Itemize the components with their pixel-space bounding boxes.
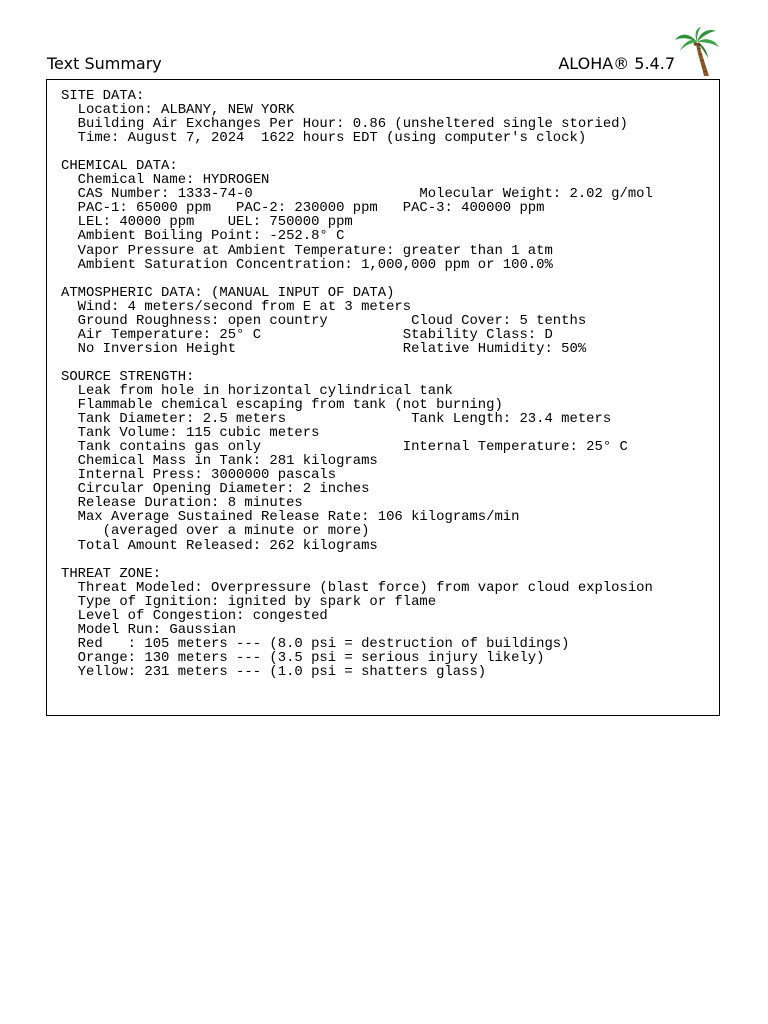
report-line: Ambient Saturation Concentration: 1,000,000 ppm or 100.0% — [61, 256, 553, 273]
text-summary-box — [46, 79, 720, 716]
report-text — [61, 89, 653, 679]
report-line: Chemical Mass in Tank: 281 kilograms — [61, 453, 378, 470]
report-line: Wind: 4 meters/second from E at 3 meters — [61, 298, 412, 315]
report-line: Air Temperature: 25° C Stability Class: D — [61, 326, 553, 343]
report-line: Release Duration: 8 minutes — [61, 495, 303, 512]
report-line: Location: ALBANY, NEW YORK — [61, 102, 295, 119]
report-line: LEL: 40000 ppm UEL: 750000 ppm — [61, 214, 353, 231]
report-line: Red : 105 meters --- (8.0 psi = destruction of buildings) — [61, 635, 570, 652]
report-line: SITE DATA: — [61, 88, 145, 104]
report-line: THREAT ZONE: — [61, 565, 162, 582]
report-line: Threat Modeled: Overpressure (blast force) from vapor cloud explosion — [61, 579, 653, 596]
report-line: Model Run: Gaussian — [61, 621, 237, 638]
report-line: Level of Congestion: congested — [61, 607, 328, 624]
report-line: Time: August 7, 2024 1622 hours EDT (using computer's clock) — [61, 130, 587, 147]
report-line: Vapor Pressure at Ambient Temperature: greater than 1 atm — [61, 242, 553, 259]
report-line: Tank contains gas only Internal Temperature: 25° C — [61, 439, 628, 456]
report-line: (averaged over a minute or more) — [61, 523, 370, 540]
report-line: Total Amount Released: 262 kilograms — [61, 537, 378, 554]
report-line: Ambient Boiling Point: -252.8° C — [61, 228, 345, 245]
report-line: Internal Press: 3000000 pascals — [61, 467, 337, 484]
report-line: Tank Diameter: 2.5 meters Tank Length: 23.4 meters — [61, 411, 612, 428]
palm-tree-icon — [674, 27, 720, 77]
report-line: Yellow: 231 meters --- (1.0 psi = shatters glass) — [61, 663, 487, 680]
report-line: ATMOSPHERIC DATA: (MANUAL INPUT OF DATA) — [61, 284, 395, 301]
report-line: Chemical Name: HYDROGEN — [61, 172, 270, 189]
report-line: No Inversion Height Relative Humidity: 50% — [61, 340, 587, 357]
report-line: Ground Roughness: open country Cloud Cover: 5 tenths — [61, 312, 587, 329]
report-line: Type of Ignition: ignited by spark or flame — [61, 593, 437, 610]
report-line: Flammable chemical escaping from tank (not burning) — [61, 397, 503, 414]
report-line: Orange: 130 meters --- (3.5 psi = serious injury likely) — [61, 649, 545, 666]
report-line: Leak from hole in horizontal cylindrical tank — [61, 382, 453, 399]
app-version: ALOHA® 5.4.7 — [558, 54, 675, 73]
report-line: PAC-1: 65000 ppm PAC-2: 230000 ppm PAC-3: 400000 ppm — [61, 200, 545, 217]
report-line: CAS Number: 1333-74-0 Molecular Weight: 2.02 g/mol — [61, 186, 653, 203]
report-line: Tank Volume: 115 cubic meters — [61, 425, 320, 442]
report-line: SOURCE STRENGTH: — [61, 368, 195, 385]
report-line: Circular Opening Diameter: 2 inches — [61, 481, 370, 498]
report-line: Max Average Sustained Release Rate: 106 kilograms/min — [61, 509, 520, 526]
page-title: Text Summary — [47, 54, 162, 73]
report-line: Building Air Exchanges Per Hour: 0.86 (unsheltered single storied) — [61, 116, 628, 133]
report-line: CHEMICAL DATA: — [61, 158, 178, 175]
